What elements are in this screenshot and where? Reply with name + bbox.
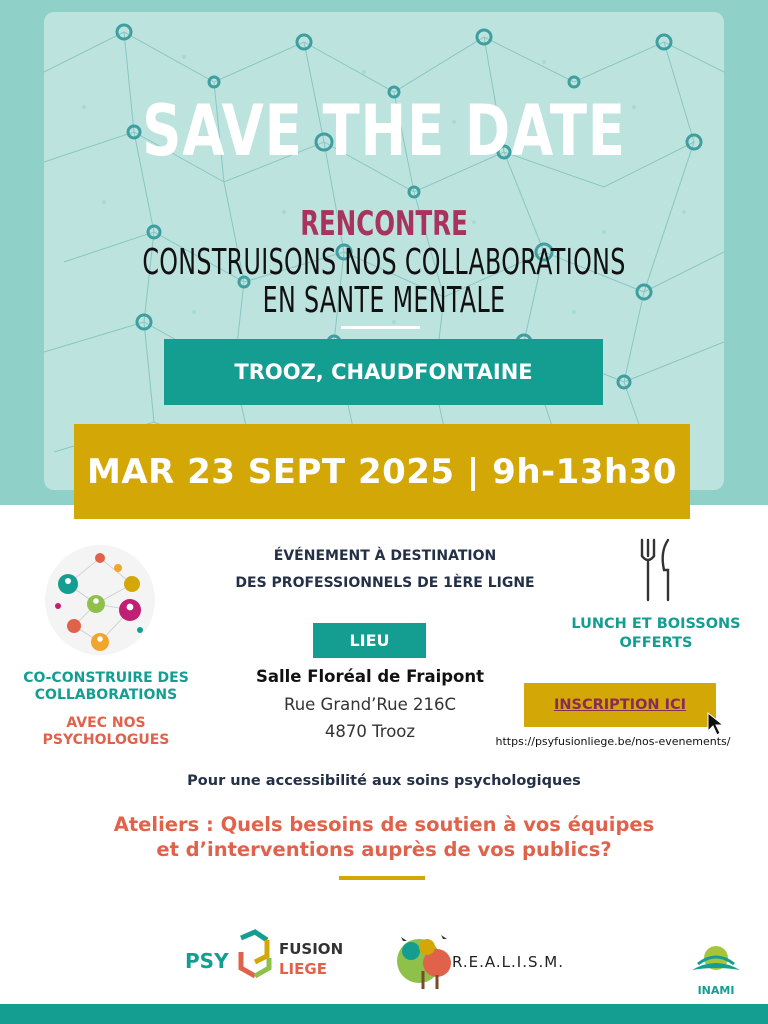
inscription-button[interactable] [524,683,716,727]
event-heading-line1: CONSTRUISONS NOS COLLABORATIONS [142,242,626,283]
psy-fusion-liege-logo [183,928,343,986]
collab-line4: PSYCHOLOGUES [42,732,170,748]
audience-line2: DES PROFESSIONNELS DE 1ÈRE LIGNE [235,575,535,591]
inami-logo [688,940,744,998]
date-banner [74,424,690,519]
save-the-date-title: SAVE THE DATE [142,90,626,172]
footer-divider [339,876,425,880]
collab-line2: COLLABORATIONS [34,687,178,703]
collab-text-group [6,670,206,704]
cursor-hand-icon [704,711,726,737]
lunch-line2: OFFERTS [619,635,693,651]
logo-psy-bottom-text: LIEGE [279,960,327,978]
workshop-line1: Ateliers : Quels besoins de soutien à vos équipes [113,813,655,836]
psychologues-text-group [6,715,206,749]
logo-psy-left-text: PSY [185,949,229,973]
event-kicker: RENCONTRE [300,204,468,244]
lieu-label-box [313,623,426,658]
logo-psy-top-text: FUSION [279,940,343,958]
location-text: TROOZ, CHAUDFONTAINE [234,360,533,384]
lunch-line1: LUNCH ET BOISSONS [571,616,741,632]
venue-name: Salle Floréal de Fraipont [255,667,485,686]
inami-logo-text: INAMI [697,984,735,997]
date-text: MAR 23 SEPT 2025 | 9h-13h30 [86,451,677,492]
registration-url[interactable]: https://psyfusionliege.be/nos-evenements/ [495,735,731,748]
collab-line3: AVEC NOS [66,715,146,731]
audience-line1: ÉVÉNEMENT À DESTINATION [273,548,497,564]
event-heading-line2: EN SANTE MENTALE [262,280,506,321]
bottom-background-band [0,1004,768,1024]
audience-text [215,543,555,597]
venue-street: Rue Grand’Rue 216C [283,695,457,714]
accessibility-text: Pour une accessibilité aux soins psychologiques [187,773,581,789]
realism-logo-text: R.E.A.L.I.S.M. [452,953,564,971]
fork-knife-icon [636,538,676,602]
location-banner [164,339,603,405]
network-people-icon [44,544,156,656]
workshop-line2: et d’interventions auprès de vos publics? [156,838,612,861]
inscription-label[interactable]: INSCRIPTION ICI [553,697,687,713]
collab-line1: CO-CONSTRUIRE DES [23,670,189,686]
lieu-label: LIEU [349,631,390,650]
venue-city: 4870 Trooz [324,722,416,741]
heading-divider [341,326,420,329]
lunch-text [556,615,756,653]
